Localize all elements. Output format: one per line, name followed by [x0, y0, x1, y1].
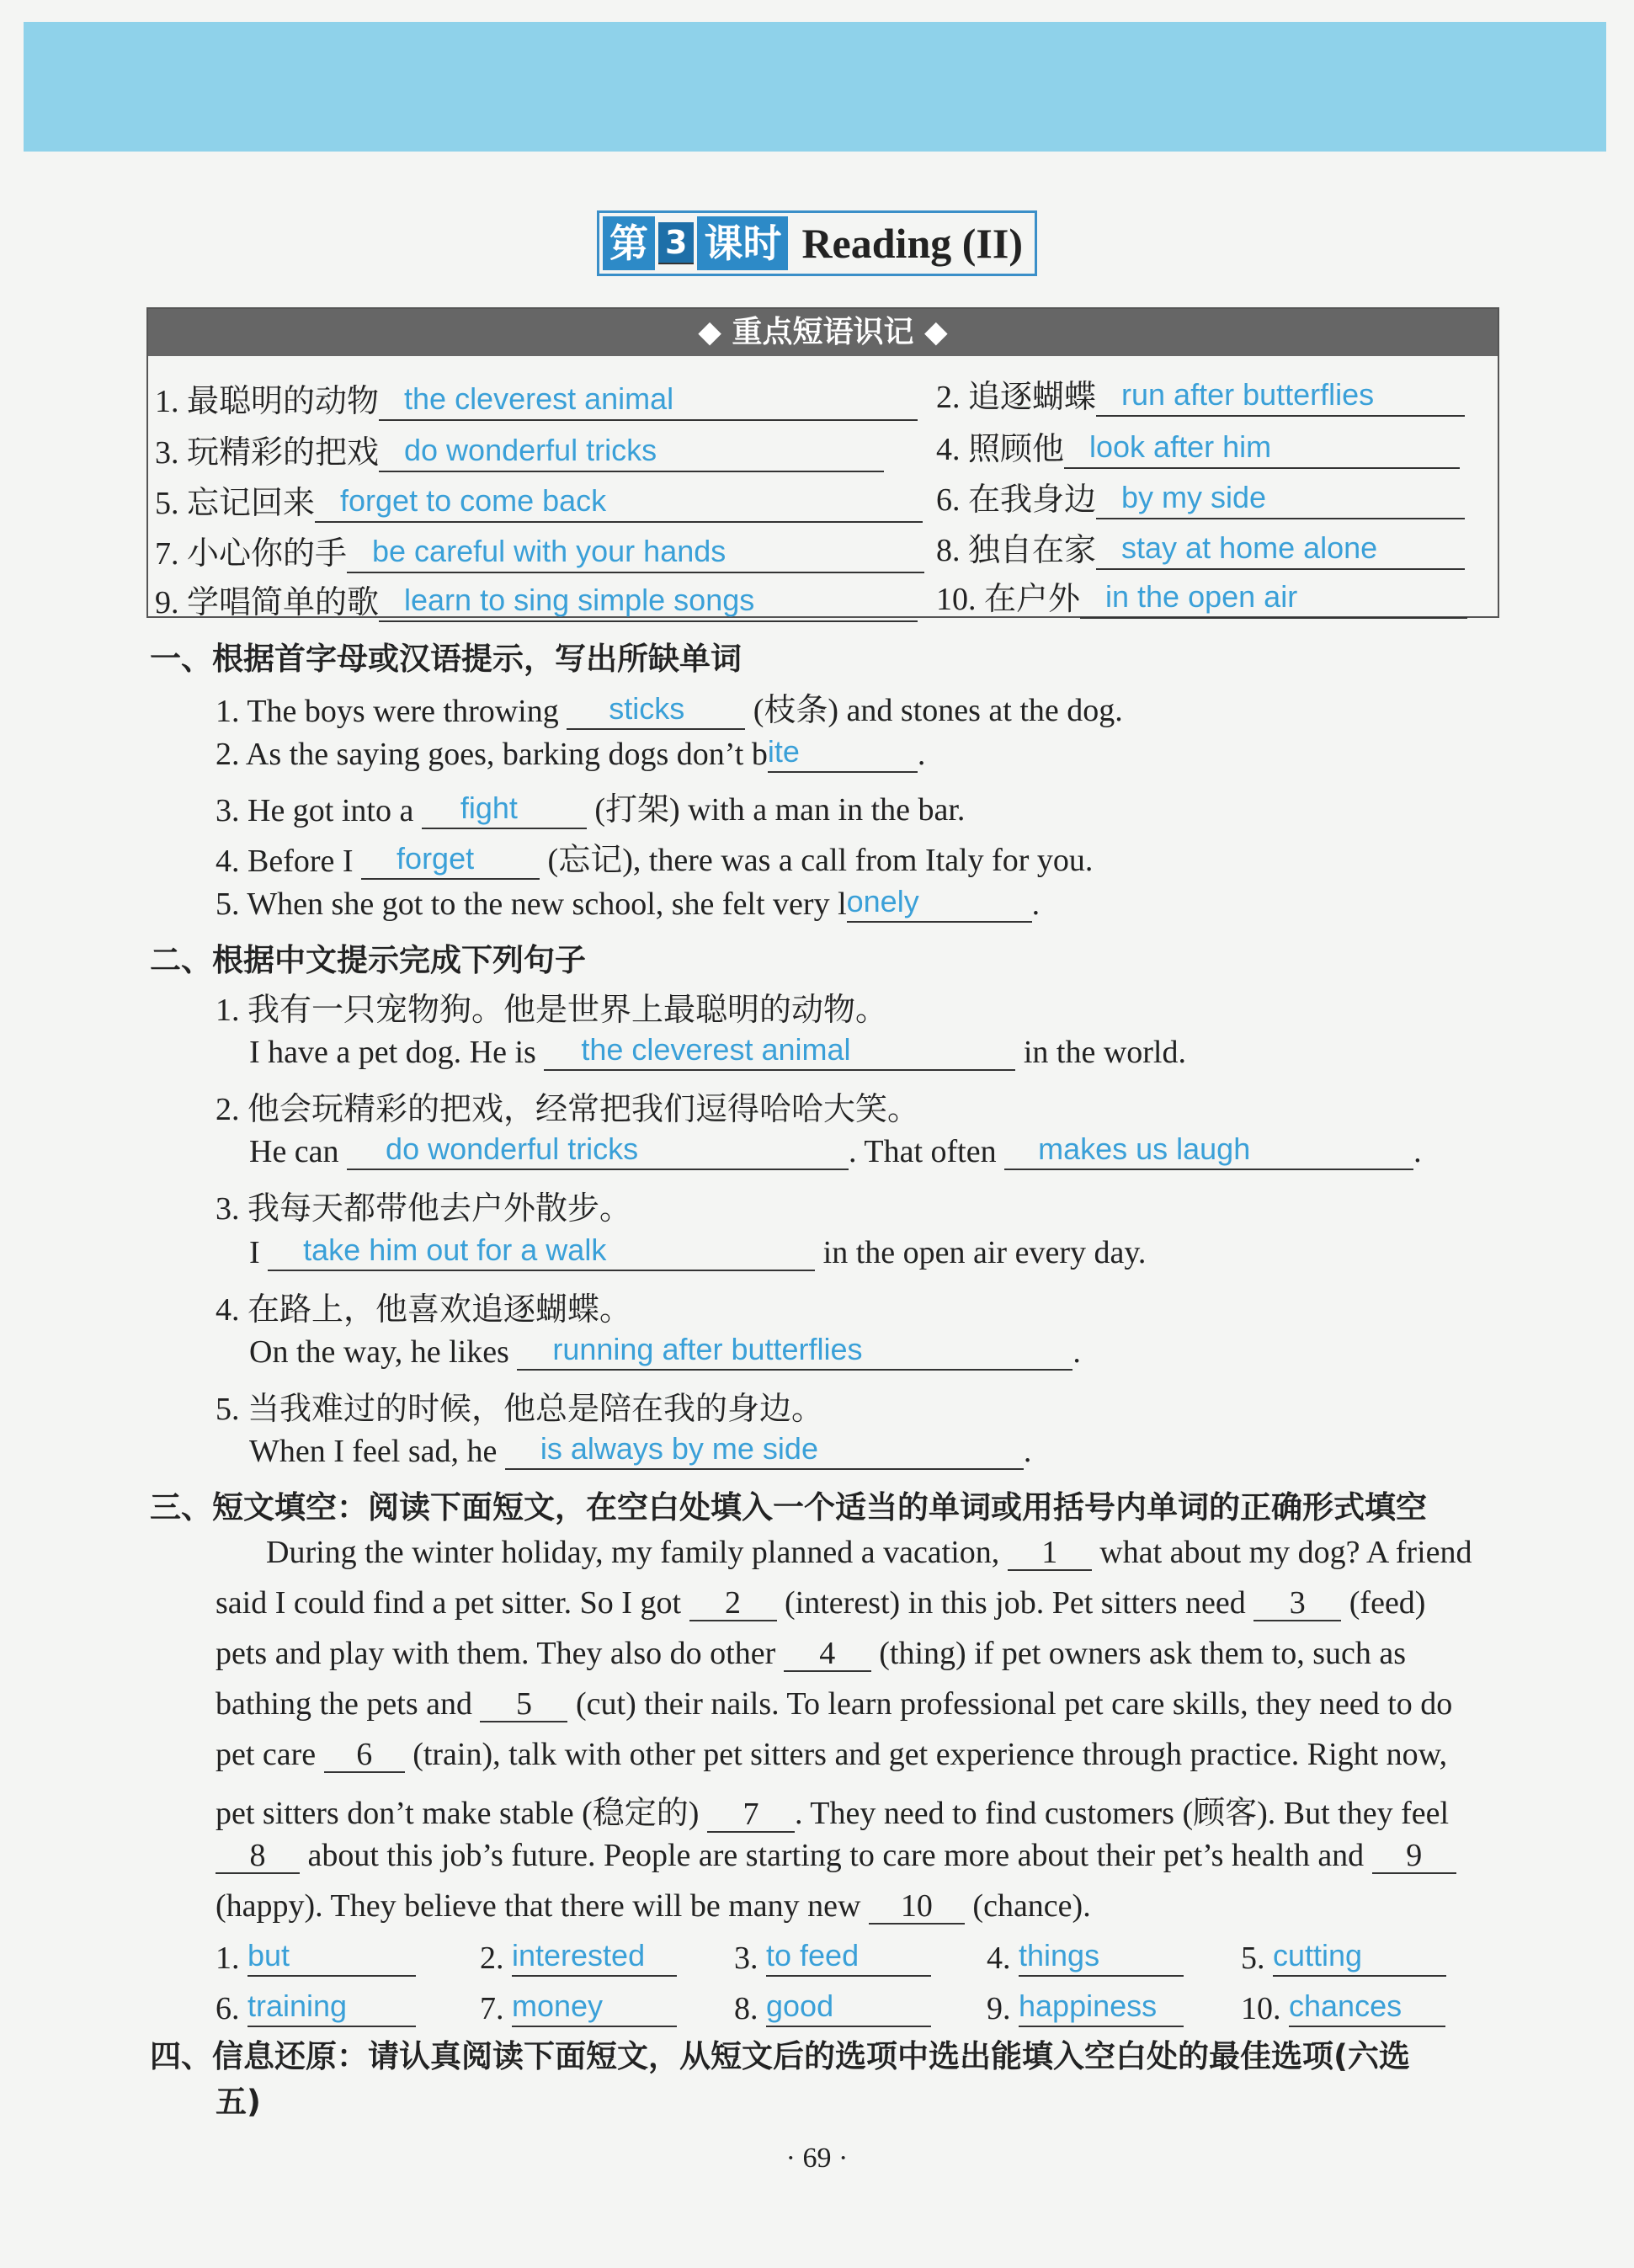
answer-item: 10. chances [1241, 1988, 1445, 2027]
question-line: I have a pet dog. He is the cleverest animal in the world. [249, 1032, 1186, 1070]
answer-text: onely [847, 884, 1032, 923]
answer-text: things [1019, 1938, 1184, 1977]
blank-number: 1 [1008, 1536, 1092, 1571]
phrase-item: 9. 学唱简单的歌 learn to sing simple songs [155, 576, 918, 622]
blank-number: 4 [784, 1637, 871, 1672]
passage-line: (happy). They believe that there will be many new 10 (chance). [216, 1888, 1091, 1924]
answer-item: 3. to feed [734, 1938, 931, 1977]
question-line: 5. When she got to the new school, she felt very l onely . [216, 884, 1041, 922]
answer-item: 7. money [480, 1988, 677, 2027]
answer-text: running after butterflies [517, 1332, 1072, 1371]
answer-text: happiness [1019, 1988, 1184, 2027]
answer-text: but [247, 1938, 416, 1977]
answer-text: forget [361, 841, 540, 880]
question-line: On the way, he likes running after butterflies . [249, 1332, 1081, 1370]
chinese-prompt: 4. 在路上，他喜欢追逐蝴蝶。 [216, 1292, 632, 1328]
blank-number: 5 [480, 1687, 567, 1722]
answer-item: 5. cutting [1241, 1938, 1446, 1977]
phrase-item: 4. 照顾他 look after him [936, 423, 1460, 469]
answer-item: 9. happiness [987, 1988, 1184, 2027]
answer-text: be careful with your hands [347, 533, 924, 573]
answer-item: 8. good [734, 1988, 931, 2027]
answer-text: sticks [567, 691, 745, 730]
answer-text: forget to come back [315, 482, 923, 523]
blank-number: 3 [1253, 1586, 1341, 1621]
section-title: 一、根据首字母或汉语提示，写出所缺单词 [150, 641, 742, 677]
blank-number: 9 [1372, 1839, 1456, 1874]
question-line: 3. He got into a fight (打架) with a man in the bar. [216, 791, 966, 828]
answer-text: the cleverest animal [379, 381, 918, 421]
passage-line: pet sitters don’t make stable (稳定的) 7 . They need to find customers (顾客). But they feel [216, 1796, 1450, 1832]
answer-text: look after him [1064, 429, 1460, 469]
question-line: 1. The boys were throwing sticks (枝条) and stones at the dog. [216, 691, 1123, 729]
answer-text: interested [512, 1938, 677, 1977]
answer-text: by my side [1096, 479, 1465, 519]
question-line: 2. As the saying goes, barking dogs don’t b ite . [216, 734, 926, 772]
answer-text: run after butterflies [1096, 376, 1465, 417]
answer-text: cutting [1273, 1938, 1446, 1977]
answer-item: 6. training [216, 1988, 416, 2027]
phrase-item: 2. 追逐蝴蝶 run after butterflies [936, 370, 1465, 417]
answer-text: do wonderful tricks [379, 432, 884, 472]
passage-line: During the winter holiday, my family planned a vacation, 1 what about my dog? A friend [266, 1535, 1472, 1570]
question-line: When I feel sad, he is always by me side . [249, 1431, 1032, 1469]
title-chip: 第 [603, 216, 655, 270]
answer-item: 1. but [216, 1938, 416, 1977]
answer-item: 4. things [987, 1938, 1184, 1977]
phrase-item: 3. 玩精彩的把戏 do wonderful tricks [155, 426, 884, 472]
section-title: 四、信息还原：请认真阅读下面短文，从短文后的选项中选出能填入空白处的最佳选项(六选 [150, 2038, 1410, 2074]
answer-text: take him out for a walk [268, 1232, 815, 1271]
phrase-item: 6. 在我身边 by my side [936, 473, 1465, 519]
section-title-continued: 五) [216, 2084, 261, 2120]
blank-number: 10 [869, 1889, 965, 1925]
phrase-item: 7. 小心你的手 be careful with your hands [155, 527, 924, 573]
lesson-title [0, 210, 1634, 276]
title-chip: 课时 [697, 216, 788, 270]
answer-text: training [247, 1988, 416, 2027]
title-number-chip: 3 [658, 222, 694, 264]
blank-number: 7 [707, 1797, 795, 1833]
passage-line: pets and play with them. They also do other 4 (thing) if pet owners ask them to, such as [216, 1636, 1407, 1671]
page-number: · 69 · [785, 2143, 849, 2174]
answer-text: to feed [766, 1938, 931, 1977]
answer-text: money [512, 1988, 677, 2027]
chinese-prompt: 2. 他会玩精彩的把戏，经常把我们逗得哈哈大笑。 [216, 1092, 920, 1127]
section-title: 三、短文填空：阅读下面短文，在空白处填入一个适当的单词或用括号内单词的正确形式填空 [150, 1489, 1427, 1525]
answer-text: is always by me side [505, 1431, 1024, 1470]
key-phrases-header: ◆ 重点短语识记 ◆ [148, 309, 1498, 356]
section-title: 二、根据中文提示完成下列句子 [150, 942, 586, 978]
answer-text: stay at home alone [1096, 530, 1465, 570]
blank-number: 8 [216, 1839, 300, 1874]
chinese-prompt: 3. 我每天都带他去户外散步。 [216, 1191, 632, 1227]
answer-text: fight [422, 791, 587, 829]
answer-item: 2. interested [480, 1938, 677, 1977]
passage-line: said I could find a pet sitter. So I got 2 (interest) in this job. Pet sitters need 3 (feed) [216, 1585, 1426, 1621]
answer-text: good [766, 1988, 931, 2027]
passage-line: 8 about this job’s future. People are starting to care more about their pet’s health and 9 [216, 1837, 1456, 1874]
question-line: 4. Before I forget (忘记), there was a call from Italy for you. [216, 841, 1094, 879]
phrase-item: 8. 独自在家 stay at home alone [936, 524, 1465, 570]
blank-number: 2 [689, 1586, 777, 1621]
blank-number: 6 [324, 1738, 405, 1773]
answer-text: do wonderful tricks [347, 1131, 849, 1170]
answer-text: learn to sing simple songs [379, 582, 918, 622]
answer-text: the cleverest animal [544, 1032, 1015, 1071]
answer-text: in the open air [1080, 578, 1467, 619]
chinese-prompt: 1. 我有一只宠物狗。他是世界上最聪明的动物。 [216, 993, 888, 1028]
header-band [24, 22, 1606, 152]
answer-text: chances [1289, 1988, 1445, 2027]
phrase-item: 5. 忘记回来 forget to come back [155, 476, 923, 523]
passage-line: bathing the pets and 5 (cut) their nails. To learn professional pet care skills, they need to do [216, 1686, 1453, 1722]
answer-text: makes us laugh [1004, 1131, 1413, 1170]
question-line: He can do wonderful tricks . That often makes us laugh . [249, 1131, 1422, 1169]
question-line: I take him out for a walk in the open air every day. [249, 1232, 1147, 1270]
answer-text: ite [768, 734, 918, 773]
phrase-item: 1. 最聪明的动物 the cleverest animal [155, 375, 918, 421]
phrase-item: 10. 在户外 in the open air [936, 572, 1467, 619]
title-text: Reading (II) [801, 220, 1023, 267]
chinese-prompt: 5. 当我难过的时候，他总是陪在我的身边。 [216, 1392, 824, 1427]
passage-line: pet care 6 (train), talk with other pet sitters and get experience through practice. Right now, [216, 1737, 1448, 1772]
